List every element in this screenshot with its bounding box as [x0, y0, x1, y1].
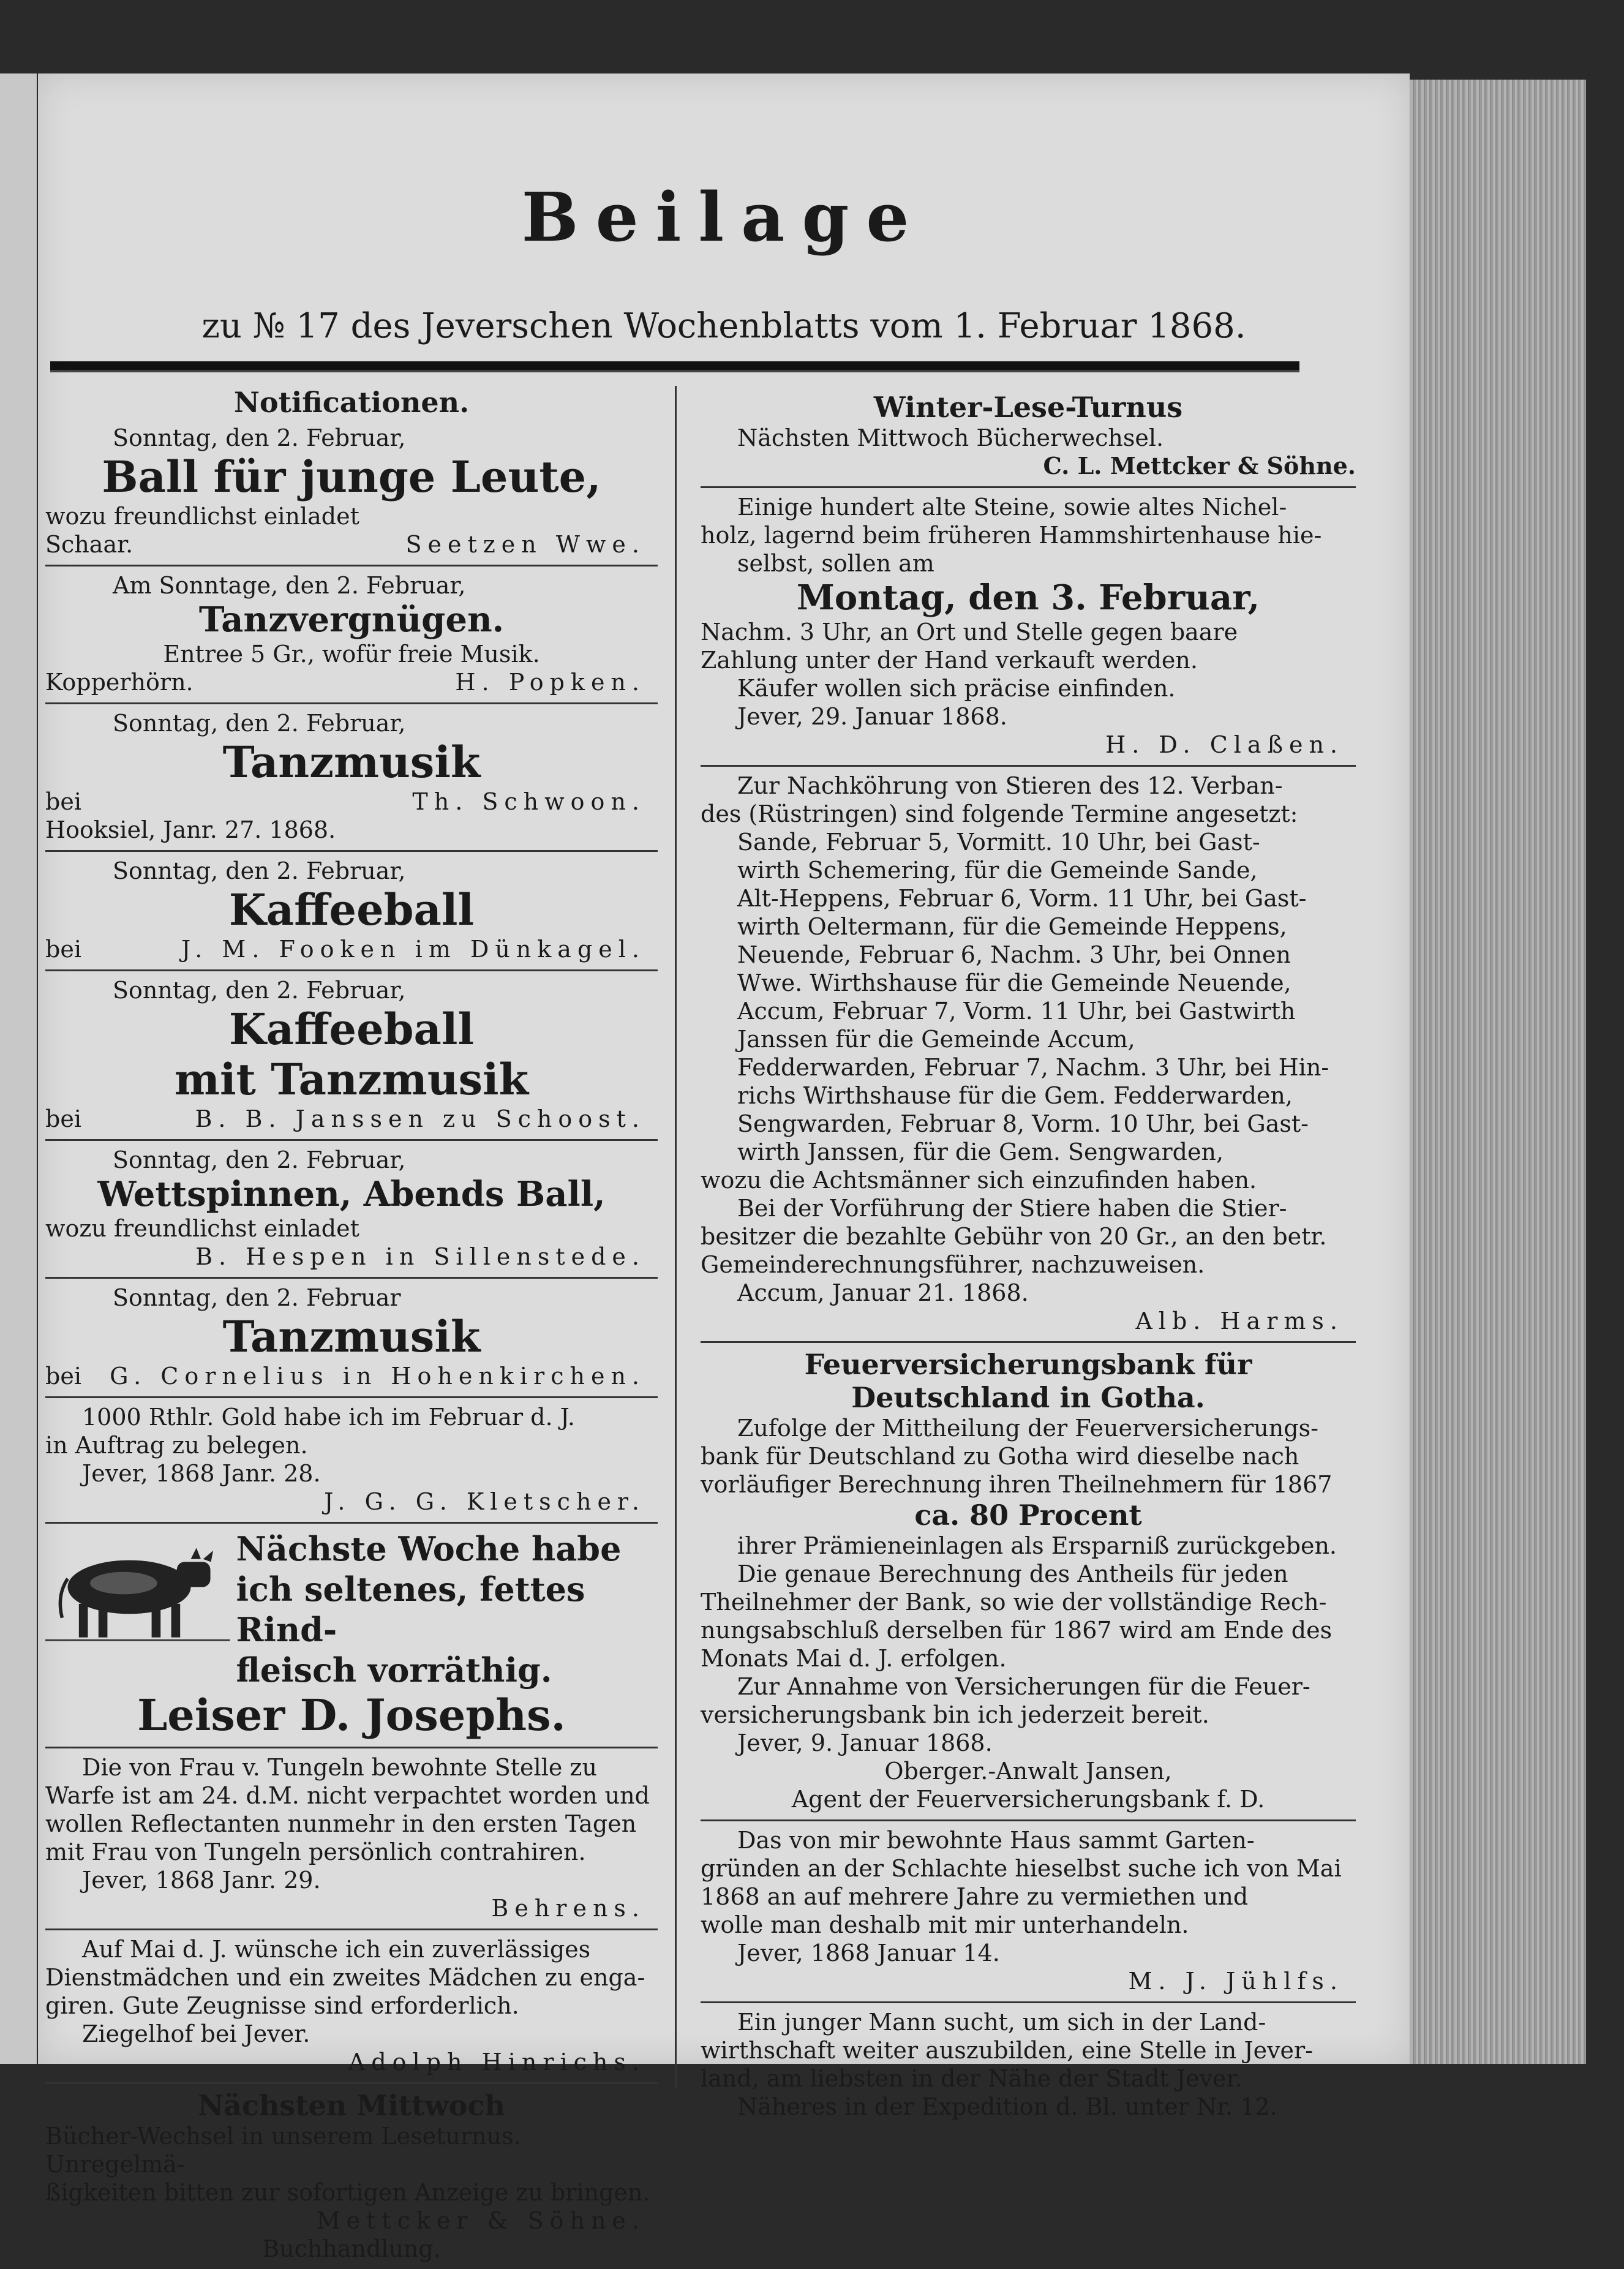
ad-line: Jever, 1868 Janr. 28. [82, 1460, 321, 1487]
ad-ball [45, 419, 658, 566]
ad-line: Theilnehmer der Bank, so wie der vollständige Rech- [701, 1589, 1327, 1616]
ad-line: Jever, 9. Januar 1868. [737, 1729, 993, 1756]
ad-signature-sub: Agent der Feuerversicherungsbank f. D. [791, 1786, 1265, 1813]
ad-kaffeeball-1 [45, 852, 658, 971]
ad-line: vorläufiger Berechnung ihren Theilnehmern für 1867 [701, 1471, 1333, 1498]
ad-signature: H. D. Claßen. [1105, 731, 1344, 758]
ad-place: Kopperhörn. [45, 669, 194, 696]
ad-signature: G. Cornelius in Hohenkirchen. [110, 1363, 645, 1390]
ad-line: Zur Nachköhrung von Stieren des 12. Verban- [737, 772, 1283, 799]
ad-line: Zahlung unter der Hand verkauft werden. [701, 647, 1198, 674]
ad-title: Tanzmusik [222, 737, 481, 788]
ad-line: Hooksiel, Janr. 27. 1868. [45, 816, 336, 843]
ad-line: Nächste Woche habe [236, 1529, 622, 1568]
ad-line: Näheres in der Expedition d. Bl. unter Nr. 12. [737, 2093, 1277, 2120]
ad-line: Accum, Februar 7, Vorm. 11 Uhr, bei Gastwirth [737, 998, 1296, 1025]
ad-line: Monats Mai d. J. erfolgen. [701, 1645, 1007, 1672]
ad-line: Die von Frau v. Tungeln bewohnte Stelle zu [82, 1754, 597, 1781]
ad-line: Jever, 1868 Janr. 29. [82, 1867, 321, 1894]
ad-title: Tanzvergnügen. [198, 600, 505, 640]
ad-line: Entree 5 Gr., wofür freie Musik. [163, 641, 540, 668]
ad-line: richs Wirthshause für die Gem. Fedderwarden, [737, 1082, 1293, 1109]
ad-signature: Leiser D. Josephs. [137, 1690, 566, 1740]
header-rule [50, 361, 1299, 372]
ad-line: bank für Deutschland zu Gotha wird dieselbe nach [701, 1443, 1299, 1470]
ad-date: Sonntag, den 2. Februar, [113, 424, 406, 451]
ad-line: Nachm. 3 Uhr, an Ort und Stelle gegen baare [701, 619, 1238, 645]
ad-title: mit Tanzmusik [174, 1054, 529, 1105]
ad-line: mit Frau von Tungeln persönlich contrahiren. [45, 1838, 586, 1865]
ad-line: wirth Janssen, für die Gem. Sengwarden, [737, 1138, 1224, 1165]
ad-rindfleisch [45, 1524, 658, 1748]
ad-signature: Behrens. [491, 1895, 645, 1922]
ad-line: 1000 Rthlr. Gold habe ich im Februar d. J. [82, 1404, 575, 1431]
ad-line: Das von mir bewohnte Haus sammt Garten- [737, 1827, 1255, 1854]
ad-signature: Adolph Hinrichs. [348, 2049, 645, 2075]
ad-line: Ziegelhof bei Jever. [82, 2020, 310, 2047]
ad-tanzmusik-2 [45, 1279, 658, 1398]
ad-line: Nächsten Mittwoch Bücherwechsel. [737, 424, 1164, 451]
ad-title: Winter-Lese-Turnus [873, 391, 1183, 424]
ad-bei: bei [45, 936, 81, 963]
ad-stiere [701, 767, 1356, 1343]
ad-date: Sonntag, den 2. Februar, [113, 857, 406, 884]
ad-title: Ball für junge Leute, [102, 451, 601, 502]
ad-line: Zur Annahme von Versicherungen für die Feuer- [737, 1673, 1310, 1700]
ad-line: Sande, Februar 5, Vormitt. 10 Uhr, bei Gast- [737, 829, 1260, 856]
ad-tanzvergnuegen [45, 566, 658, 704]
ad-signature: H. Popken. [455, 669, 645, 696]
ad-line: Fedderwarden, Februar 7, Nachm. 3 Uhr, bei Hin- [737, 1054, 1329, 1081]
ad-bei: bei [45, 1105, 81, 1132]
ad-line: Jever, 29. Januar 1868. [737, 703, 1007, 730]
cow-illustration [45, 1529, 230, 1651]
ad-dienstmaedchen [45, 1930, 658, 2084]
ad-feuerversicherung [701, 1343, 1356, 1821]
ad-line: in Auftrag zu belegen. [45, 1432, 308, 1459]
page-title: Beilage [521, 178, 927, 257]
ad-title: Montag, den 3. Februar, [796, 578, 1260, 618]
ad-line: Bücher-Wechsel in unserem Leseturnus. Unregelmä- [45, 2123, 521, 2178]
ad-line: Neuende, Februar 6, Nachm. 3 Uhr, bei Onnen [737, 941, 1291, 968]
ad-line: ßigkeiten bitten zur sofortigen Anzeige zu bringen. [45, 2179, 650, 2206]
ad-line: wozu die Achtsmänner sich einzufinden haben. [701, 1167, 1257, 1194]
ad-signature-sub: Buchhandlung. [262, 2235, 441, 2262]
ad-line: Janssen für die Gemeinde Accum, [737, 1026, 1135, 1053]
ad-signature: C. L. Mettcker & Söhne. [1043, 452, 1356, 480]
ad-date: Am Sonntage, den 2. Februar, [113, 572, 466, 599]
ad-winter-lese-turnus [701, 386, 1356, 488]
ad-kaffeeball-2 [45, 971, 658, 1141]
ad-junger-mann [701, 2003, 1356, 2127]
ad-line: nungsabschluß derselben für 1867 wird am Ende des [701, 1617, 1333, 1644]
ad-signature: Alb. Harms. [1135, 1308, 1344, 1334]
ad-title: Wettspinnen, Abends Ball, [97, 1174, 606, 1214]
ad-line: besitzer die bezahlte Gebühr von 20 Gr., an den betr. [701, 1223, 1327, 1250]
ad-line: Zufolge der Mittheilung der Feuerversicherungs- [737, 1415, 1318, 1442]
ad-signature: J. G. G. Kletscher. [324, 1488, 645, 1515]
ad-signature: B. B. Janssen zu Schoost. [195, 1105, 645, 1132]
ad-title: Feuerversicherungsbank für [804, 1348, 1252, 1381]
ad-steine [701, 488, 1356, 767]
ad-line: holz, lagernd beim früheren Hammshirtenhause hie- [701, 522, 1322, 549]
ad-line: Dienstmädchen und ein zweites Mädchen zu enga- [45, 1964, 645, 1991]
ad-line: versicherungsbank bin ich jederzeit bereit. [701, 1701, 1209, 1728]
ad-line: Auf Mai d. J. wünsche ich ein zuverlässiges [82, 1936, 591, 1963]
ad-signature: Mettcker & Söhne. [316, 2207, 645, 2234]
ad-bei: bei [45, 788, 81, 815]
ad-date: Sonntag, den 2. Februar, [113, 1146, 406, 1173]
ad-line: Die genaue Berechnung des Antheils für jeden [737, 1560, 1288, 1587]
ad-line: selbst, sollen am [737, 550, 934, 577]
ad-line: wozu freundlichst einladet [45, 503, 359, 530]
right-column [701, 386, 1356, 2127]
ad-title: Deutschland in Gotha. [851, 1381, 1205, 1414]
ad-line: fleisch vorräthig. [236, 1650, 552, 1690]
left-column [45, 386, 658, 2269]
ad-line: wirth Schemering, für die Gemeinde Sande, [737, 857, 1258, 884]
ad-highlight: ca. 80 Procent [914, 1499, 1142, 1532]
ad-tanzmusik-1 [45, 704, 658, 852]
ad-line: wollen Reflectanten nunmehr in den ersten Tagen [45, 1810, 637, 1837]
ad-date: Sonntag, den 2. Februar [113, 1284, 401, 1311]
page-subtitle: zu № 17 des Jeverschen Wochenblatts vom 1. Februar 1868. [201, 306, 1246, 346]
ad-line: giren. Gute Zeugnisse sind erforderlich. [45, 1992, 519, 2019]
ad-line: wolle man deshalb mit mir unterhandeln. [701, 1911, 1189, 1938]
ad-signature: M. J. Jühlfs. [1128, 1968, 1344, 1995]
ad-bei: bei [45, 1363, 81, 1390]
ad-date: Sonntag, den 2. Februar, [113, 977, 406, 1004]
ad-line: Alt-Heppens, Februar 6, Vorm. 11 Uhr, bei Gast- [737, 885, 1307, 912]
book-edge [1408, 80, 1586, 2064]
ad-line: wirthschaft weiter auszubilden, eine Stelle in Jever- [701, 2037, 1314, 2064]
ad-title: Kaffeeball [228, 1004, 475, 1055]
ad-place: Schaar. [45, 531, 133, 558]
ad-line: Wwe. Wirthshause für die Gemeinde Neuende, [737, 969, 1291, 996]
ad-line: des (Rüstringen) sind folgende Termine angesetzt: [701, 800, 1298, 827]
ad-line: Ein junger Mann sucht, um sich in der Land- [737, 2009, 1266, 2036]
ad-line: Gemeinderechnungsführer, nachzuweisen. [701, 1251, 1205, 1278]
ad-line: 1868 an auf mehrere Jahre zu vermiethen und [701, 1883, 1249, 1910]
ad-date: Sonntag, den 2. Februar, [113, 710, 406, 737]
ad-geld [45, 1398, 658, 1524]
left-page-edge [0, 73, 37, 2064]
ad-line: land, am liebsten in der Nähe der Stadt Jever. [701, 2065, 1242, 2092]
ad-signature: Seetzen Wwe. [405, 531, 645, 558]
ad-line: Bei der Vorführung der Stiere haben die Stier- [737, 1195, 1287, 1222]
newspaper-page [38, 73, 1410, 2262]
section-heading: Notificationen. [233, 386, 470, 419]
ad-line: ihrer Prämieneinlagen als Ersparniß zurückgeben. [737, 1532, 1337, 1559]
ad-haus [701, 1821, 1356, 2003]
ad-signature: Th. Schwoon. [412, 788, 645, 815]
ad-title: Kaffeeball [228, 884, 475, 935]
ad-title: Tanzmusik [222, 1311, 481, 1362]
ad-line: Käufer wollen sich präcise einfinden. [737, 675, 1176, 702]
ad-line: ich seltenes, fettes Rind- [236, 1570, 585, 1649]
ad-line: Sengwarden, Februar 8, Vorm. 10 Uhr, bei Gast- [737, 1110, 1309, 1137]
ad-signature: Oberger.-Anwalt Jansen, [884, 1758, 1172, 1785]
ad-line: gründen an der Schlachte hieselbst suche ich von Mai [701, 1855, 1342, 1882]
ad-stelle [45, 1748, 658, 1930]
ad-line: Jever, 1868 Januar 14. [737, 1940, 1000, 1966]
ad-line: Accum, Januar 21. 1868. [737, 1279, 1029, 1306]
ad-line: wozu freundlichst einladet [45, 1215, 359, 1242]
ad-signature: B. Hespen in Sillenstede. [195, 1243, 645, 1270]
ad-line: Einige hundert alte Steine, sowie altes Nichel- [737, 494, 1287, 521]
ad-line: Warfe ist am 24. d.M. nicht verpachtet worden und [45, 1782, 650, 1809]
ad-line: wirth Oeltermann, für die Gemeinde Heppens, [737, 913, 1287, 940]
ad-wettspinnen [45, 1141, 658, 1279]
column-divider [675, 386, 677, 2088]
ad-title: Nächsten Mittwoch [198, 2089, 505, 2122]
ad-leseturnus [45, 2084, 658, 2269]
ad-signature: J. M. Fooken im Dünkagel. [181, 936, 645, 963]
